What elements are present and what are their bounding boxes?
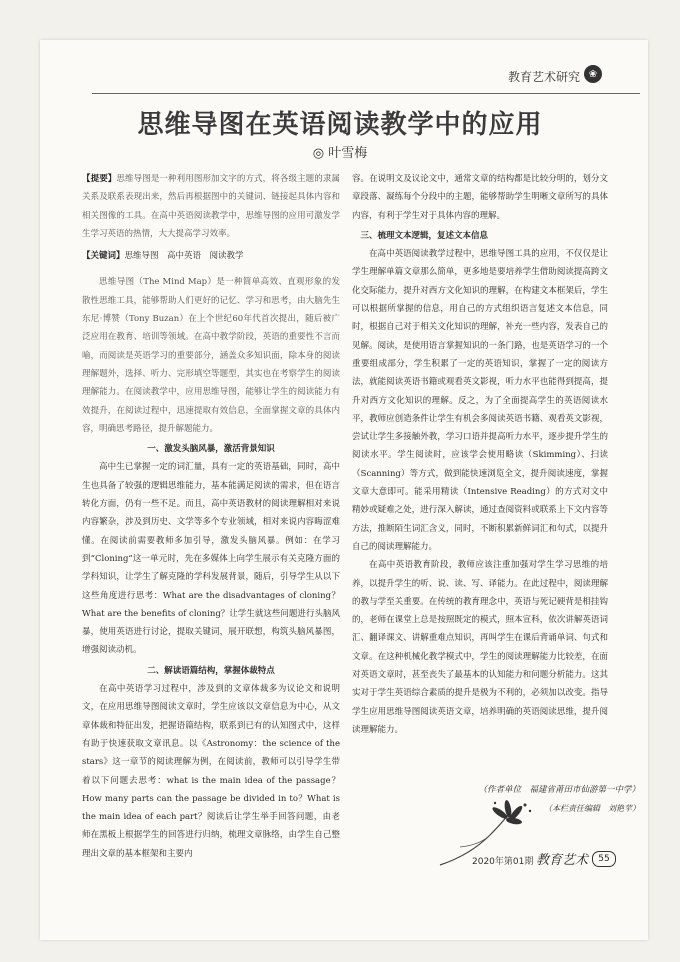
abstract-text: 思维导图是一种利用图形加文字的方式，将各级主题的隶属关系及联系表现出来，然后再根据图中的关键词、链接起具体内容和相关图像的工具。在高中英语阅读教学中，思维导图的应用可激发学生学习英语的热情，大大提高学习效率。	[82, 174, 340, 239]
section-3-heading: 三、梳理文本逻辑，复述文本信息	[360, 230, 489, 241]
section-2-paragraph: 在高中英语学习过程中，涉及到的文章体裁多为议论文和说明文，在应用思维导图阅读文章时，学生应该以文章信息为中心，从文章体裁和特征出发，把握语篇结构，联系到已有的认知图式中，这样有助于快速获取文章讯息。以《Astronomy：the science of the stars》这一章节的阅读理解为例，在阅读前，教师可以引导学生带着以下问题去思考：what is the main idea of the passage？How many parts can the passage be divided in to？What is the main idea of each part？阅读后让学生举手回答问题，由老师在黑板上根据学生的回答进行归纳，梳理文章脉络，由学生自己整理出文章的基本框架和主要内	[82, 684, 340, 859]
header-divider	[92, 93, 640, 94]
author-affiliation: （作者单位 福建省莆田市仙游第一中学）	[478, 785, 640, 795]
journal-brand-logo: 教育艺术	[536, 853, 589, 868]
journal-logo-icon: ❀	[584, 65, 602, 83]
abstract	[82, 170, 340, 243]
right-column	[352, 170, 608, 739]
keywords-text: 思维导图 高中英语 阅读教学	[124, 251, 244, 262]
section-2-heading: 二、解读语篇结构，掌握体裁特点	[147, 665, 275, 676]
keywords	[82, 247, 340, 265]
column-editor: （本栏责任编辑 刘艳苹）	[544, 804, 640, 813]
section-1-paragraph: 高中生已掌握一定的词汇量，具有一定的英语基础，同时，高中生也具备了较强的逻辑思维能力，基本能满足阅读的需求，但在语言转化方面，仍有一些不足。而且，高中英语教材的阅读理解相对来说内容繁杂，涉及到历史、文学等多个专业领域，相对来说内容晦涩难懂。在阅读前需要教师多加引导，激发头脑风暴。例如：在学习到“Cloning”这一单元时，先在多媒体上向学生展示有关克隆方面的学科知识，让学生了解克隆的学科发展背景，随后，引导学生从以下这些角度进行思考：What are the disadvantages of cloning？What are the benefits of cloning？让学生就这些问题进行头脑风暴，使用英语进行讨论，提取关键词，展开联想，构筑头脑风暴图，增强阅读动机。	[82, 462, 340, 656]
section-2-continuation: 容。在说明文及议论文中，通常文章的结构都是比较分明的，划分文章段落、凝练每个分段中的主题，能够帮助学生明晰文章所写的具体内容，有利于学生对于具体内容的理解。	[352, 174, 608, 221]
issue-label: 2020年第01期	[472, 857, 534, 867]
journal-name: 教育艺术研究	[507, 70, 580, 84]
section-3-paragraph-2: 在高中英语教育阶段，教师应该注重加强对学生学习思维的培养，以提升学生的听、说、读、写、译能力。在此过程中，阅读理解的教与学至关重要。在传统的教育理念中，英语与死记硬背是相挂钩的，老师在课堂上总是按照既定的模式，照本宣科，依次讲解英语词汇、翻译课文、讲解重难点知识，再叫学生在课后背诵单词、句式和文章。在这种机械化教学模式中，学生的阅读理解能力比较差，在面对英语文章时，甚至丧失了最基本的认知能力和问题分析能力。这其实对于学生英语综合素质的提升是极为不利的，必须加以改变。指导学生应用思维导图阅读英语文章，培养明确的英语阅读思维，提升阅读理解能力。	[352, 560, 608, 735]
abstract-label: 【提要】	[82, 174, 117, 184]
page-number: 55	[592, 851, 616, 867]
article-author: ◎ 叶雪梅	[312, 146, 368, 161]
left-column	[82, 170, 340, 863]
intro-paragraph: 思维导图（The Mind Map）是一种简单高效、直观形象的发散性思维工具，能够帮助人们更好的记忆、学习和思考，由大脑先生东尼·博赞（Tony Buzan）在上个世纪60年代首次提出，随后被广泛应用在教育、培训等领域。在高中教学阶段，英语的重要性不言而喻，而阅读是英语学习的重要部分，涵盖众多知识面，除本身的阅读理解题外，选择、听力、完形填空等题型，其实也在考察学生的阅读理解能力。在阅读教学中，应用思维导图，能够让学生的阅读能力有效提升，在阅读过程中，迅速提取有效信息，全面掌握文章的具体内容，明确思考路径，提升解题能力。	[82, 277, 340, 434]
section-3-paragraph-1: 在高中英语阅读教学过程中，思维导图工具的应用，不仅仅是让学生理解单篇文章那么简单，更多地是要培养学生借助阅读提高跨文化交际能力，提升对西方文化知识的理解，在构建文本框架后，学生可以根据所掌握的信息，用自己的方式组织语言复述文本信息，同时，根据自己对于相关文化知识的理解，补充一些内容，发表自己的见解。阅读，是使用语言掌握知识的一条门路，也是英语学习的一个重要组成部分，学生积累了一定的英语知识，掌握了一定的阅读方法，就能阅读英语书籍或观看英文影视，听力水平也能得到提高，提升对西方文化知识的理解。反之，为了全面提高学生的英语阅读水平，教师应创造条件让学生有机会多阅读英语书籍、观看英文影视，尝试让学生多接触外教，学习口语并提高听力水平，逐步提升学生的阅读水平。学生阅读时，应该学会使用略读（Skimming）、扫读（Scanning）等方式，做到能快速浏览全文，提升阅读速度，掌握文章大意即可。能采用精读（Intensive Reading）的方式对文中精妙或疑难之处，进行深入解读，通过查阅资料或联系上下文内容等方法，推断陌生词汇含义，同时，不断积累新鲜词汇和句式，以提升自己的阅读理解能力。	[352, 249, 608, 552]
article-title: 思维导图在英语阅读教学中的应用	[137, 110, 543, 140]
keywords-label: 【关键词】	[82, 251, 125, 262]
section-1-heading: 一、激发头脑风暴，激活背景知识	[147, 444, 275, 455]
